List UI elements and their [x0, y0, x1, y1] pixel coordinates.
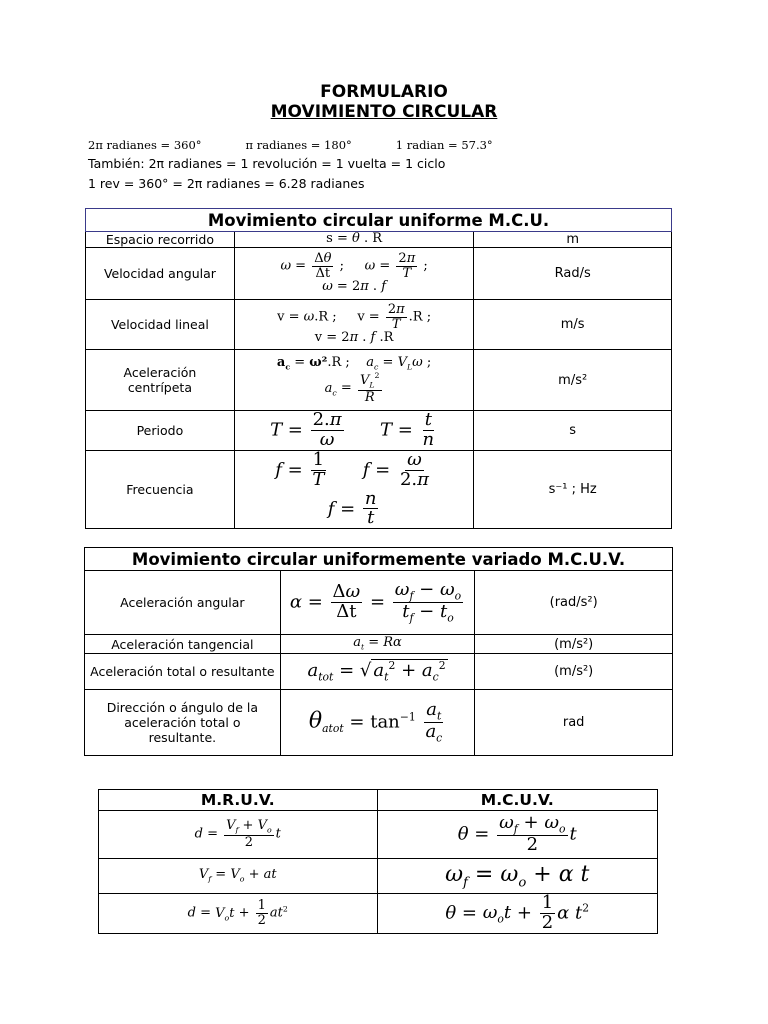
document-title: FORMULARIO — [320, 82, 448, 102]
formula-direccion: $\theta_{atot} = \tan^{-1}$ $\frac{a_t}{a_c}$ — [280, 690, 475, 756]
formula-mruv-distance-2: $d = V_ot$ + $\frac{1}{2}$ $at^2$ — [99, 894, 378, 934]
formula-acel-tangencial: $a_t = R\alpha$ — [280, 635, 475, 654]
mcuv-label-acel-total: Aceleración total o resultante — [85, 654, 281, 690]
formula-mcuv-omega: $\omega_f = \omega_o + \alpha$ t — [377, 859, 658, 894]
mcu-unit-acel-centripeta: m/s² — [474, 350, 672, 411]
mcuv-unit-acel-tangencial: (m/s²) — [475, 635, 673, 654]
mcu-label-acel-centripeta: Aceleración centrípeta — [86, 350, 235, 411]
formula-espacio: s = θ . R — [234, 232, 474, 248]
compare-header-mcuv: M.C.U.V. — [377, 790, 658, 811]
conversion-pi: π radianes = 180° — [245, 138, 352, 152]
mcu-label-frecuencia: Frecuencia — [86, 450, 235, 529]
formula-vel-lineal: v = ω.R ; v = $\frac{2\pi}{T}$ .R ; v = 2π . f .R — [234, 300, 474, 350]
mcuv-label-acel-angular: Aceleración angular — [85, 571, 281, 635]
mcuv-unit-direccion: rad — [475, 690, 673, 756]
mcuv-unit-acel-angular: (rad/s²) — [475, 571, 673, 635]
comparison-table — [98, 789, 658, 934]
conversion-tambien: También: 2π radianes = 1 revolución = 1 vuelta = 1 ciclo — [88, 156, 446, 171]
formula-mruv-velocity: $V_f = V_o$ + at — [99, 859, 378, 894]
formula-frecuencia: f = $\frac{1}{T}$ f = $\frac{\omega}{2.\pi}$ f = $\frac{n}{t}$ — [234, 450, 474, 529]
mcu-unit-vel-lineal: m/s — [474, 300, 672, 350]
mcuv-label-acel-tangencial: Aceleración tangencial — [85, 635, 281, 654]
conversion-line-1 — [88, 137, 493, 152]
mcuv-unit-acel-total: (m/s²) — [475, 654, 673, 690]
formula-acel-angular: α = $\frac{\Delta\omega}{\Delta t}$ = $\frac{\omega_f - \omega_o}{t_f - t_o}$ — [280, 571, 475, 635]
mcu-table — [85, 208, 672, 529]
compare-header-mruv: M.R.U.V. — [99, 790, 378, 811]
formula-acel-total: $a_{tot}$ = √ $a_t^2 + a_c^2$ — [280, 654, 475, 690]
mcu-label-periodo: Periodo — [86, 411, 235, 451]
mcu-label-vel-angular: Velocidad angular — [86, 248, 235, 300]
mcu-unit-espacio: m — [474, 232, 672, 248]
formula-vel-angular: ω = $\frac{\Delta\theta}{\Delta t}$ ; ω = $\frac{2\pi}{T}$ ; ω = 2π . f — [234, 248, 474, 300]
formula-periodo: T = $\frac{2.\pi}{\omega}$ T = $\frac{t}{n}$ — [234, 411, 474, 451]
conversion-rev: 1 rev = 360° = 2π radianes = 6.28 radianes — [88, 176, 365, 191]
mcu-unit-vel-angular: Rad/s — [474, 248, 672, 300]
mcu-header: Movimiento circular uniforme M.C.U. — [86, 209, 672, 232]
mcu-unit-periodo: s — [474, 411, 672, 451]
mcuv-table — [84, 547, 673, 756]
formula-mruv-distance: d = $\frac{V_f + V_o}{2}$ t — [99, 811, 378, 859]
formula-mcuv-angle-2: $\theta = \omega_ot$ + $\frac{1}{2}$ α $t^2$ — [377, 894, 658, 934]
document-subtitle: MOVIMIENTO CIRCULAR — [270, 102, 498, 122]
mcu-label-espacio: Espacio recorrido — [86, 232, 235, 248]
mcu-unit-frecuencia: s⁻¹ ; Hz — [474, 450, 672, 529]
mcuv-label-direccion: Dirección o ángulo de la aceleración total o resultante. — [85, 690, 281, 756]
conversion-radian: 1 radian = 57.3° — [395, 138, 493, 152]
formula-acel-centripeta: $a_c = \omega^2.R$ ; $a_c = V_L\omega$ ; $a_c$ = $\frac{V_L^2}{R}$ — [234, 350, 474, 411]
conversion-2pi: 2π radianes = 360° — [88, 138, 202, 152]
formula-mcuv-angle: θ = $\frac{\omega_f + \omega_o}{2}$ t — [377, 811, 658, 859]
mcu-label-vel-lineal: Velocidad lineal — [86, 300, 235, 350]
mcuv-header: Movimiento circular uniformemente variado M.C.U.V. — [85, 548, 673, 571]
